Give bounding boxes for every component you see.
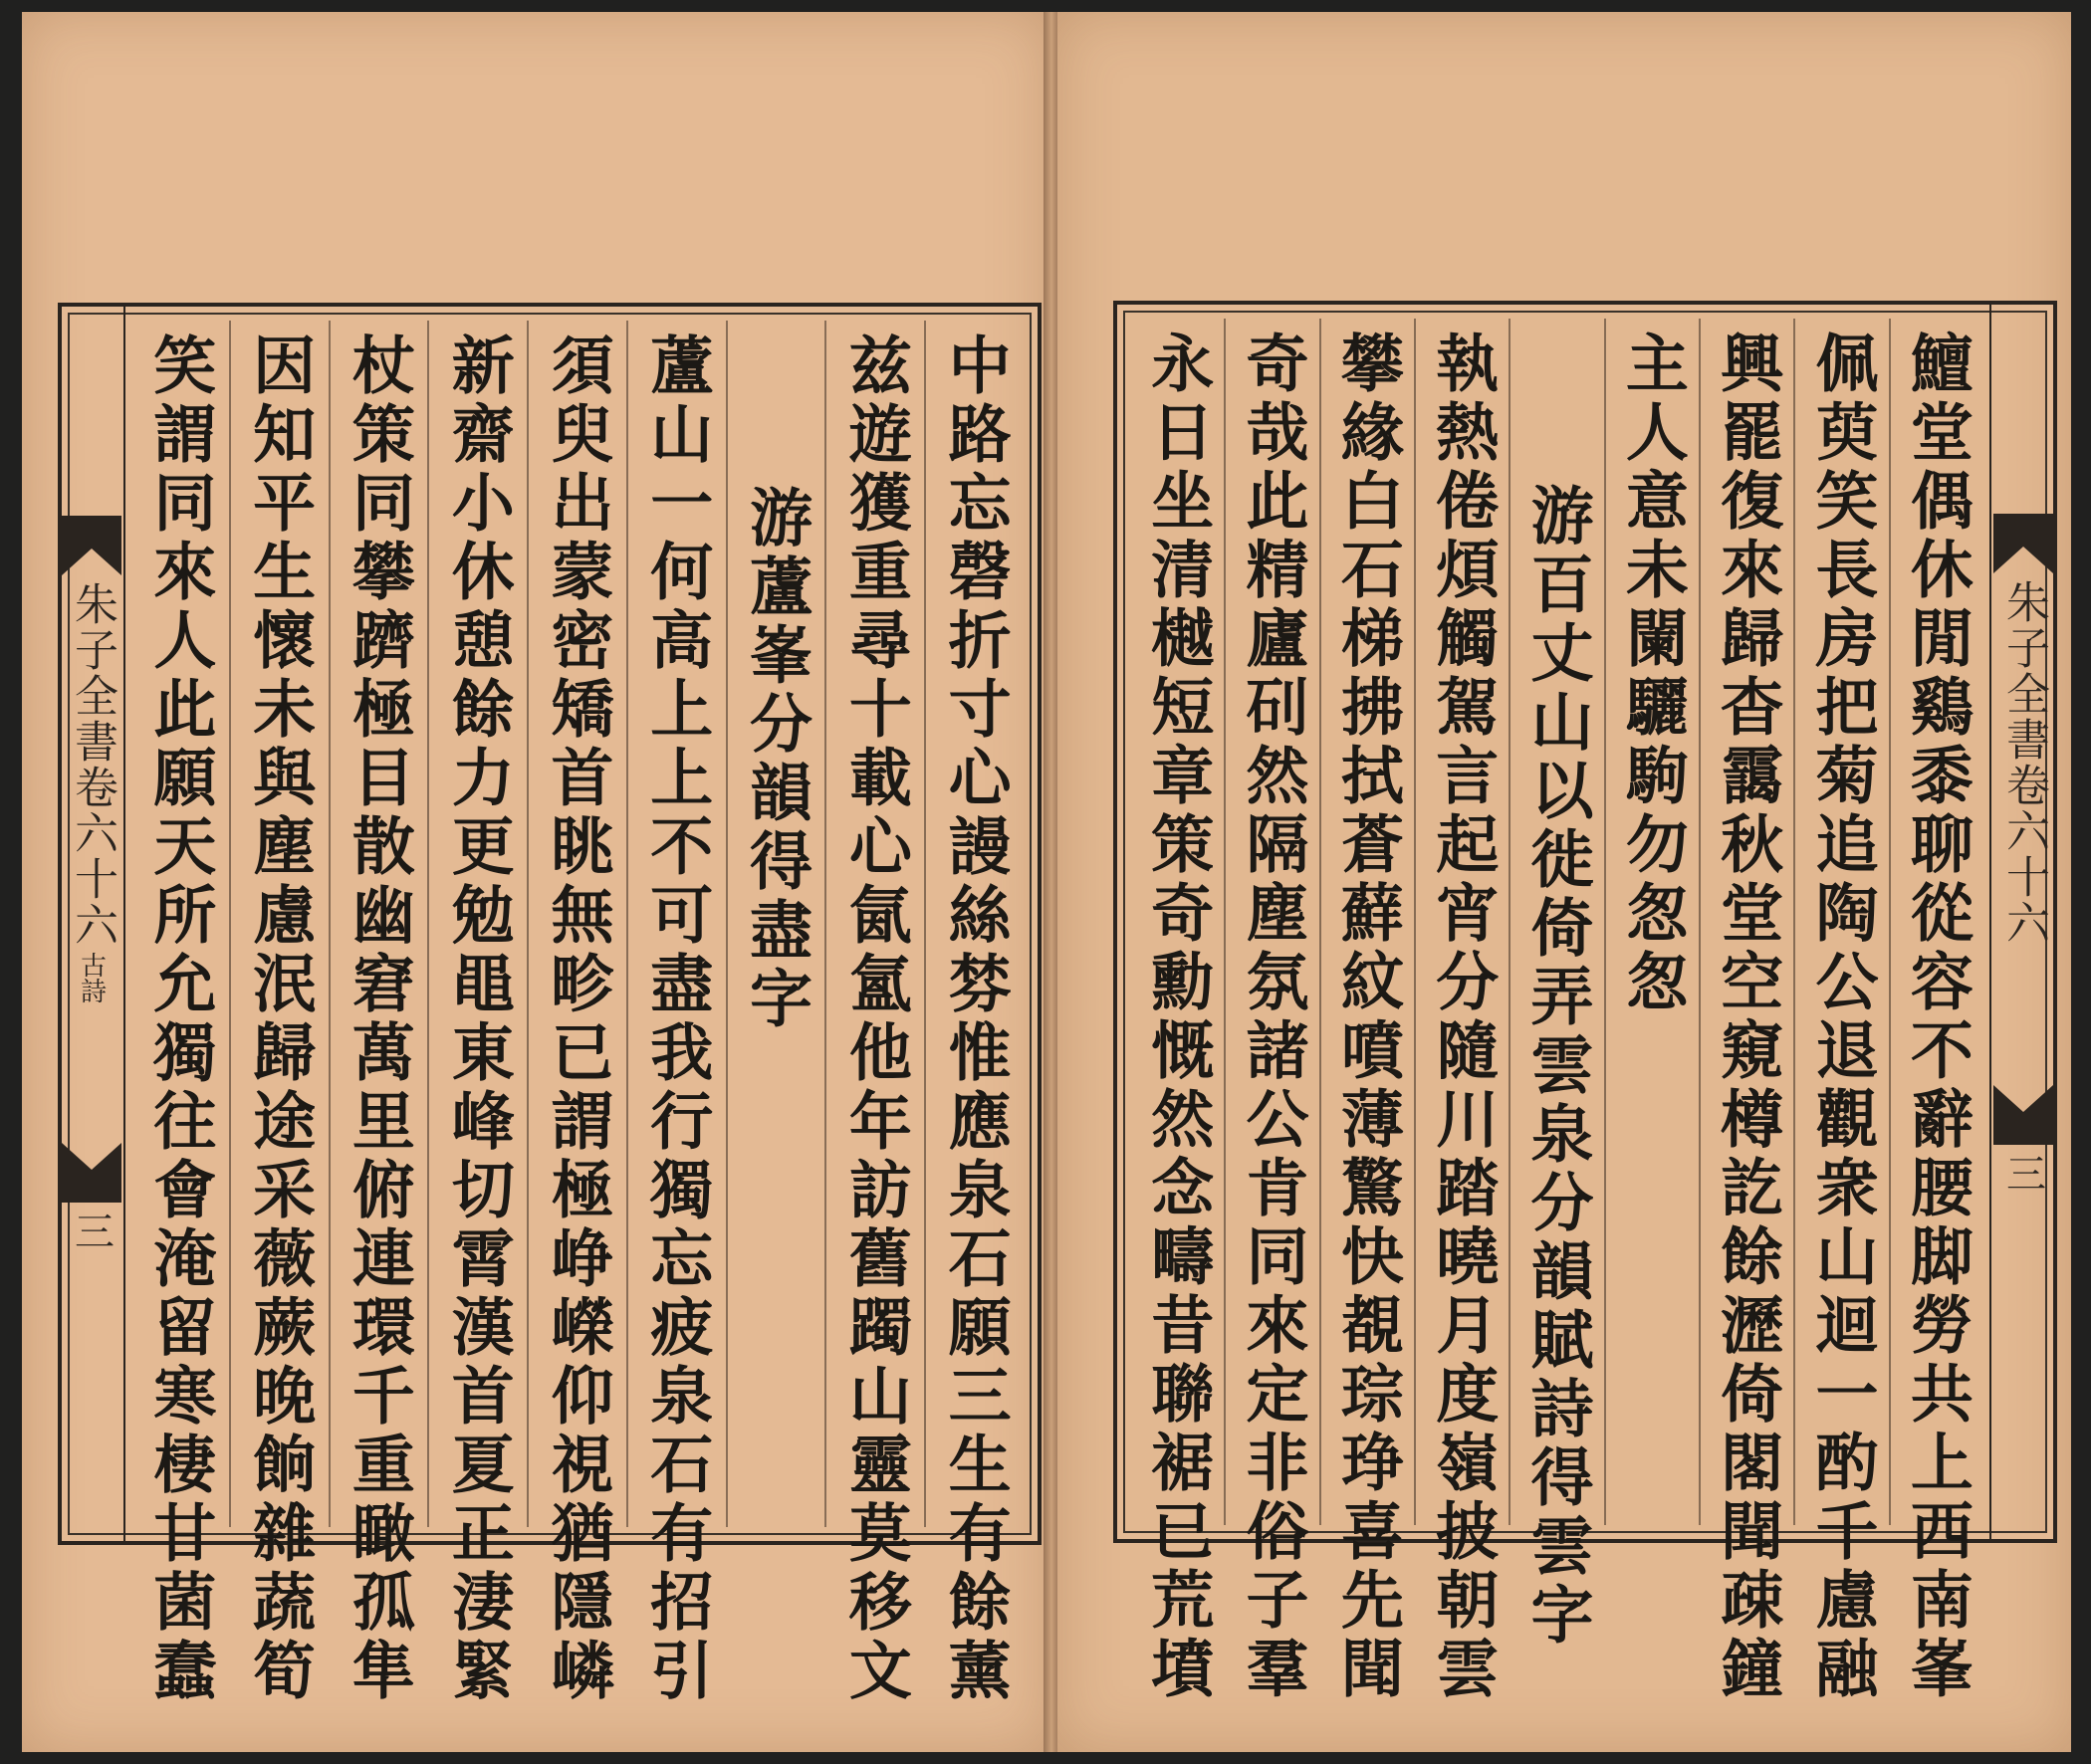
right-column-2: [1793, 319, 1888, 1704]
left-column-4: [626, 321, 726, 1706]
left-spine-strip: [60, 307, 125, 1541]
verse-column: 興罷復來歸杳靄秋堂空窺樽訖餘瀝倚閣聞疎鐘: [1711, 331, 1785, 1704]
verse-column: 鱣堂偶休閒鷄黍聊從容不辭腰脚勞共上西南峯: [1900, 331, 1975, 1704]
right-spine-strip: [1989, 305, 2055, 1539]
fishtail-mark-icon: [1993, 514, 2053, 573]
verse-column: 主人意未闌驪駒勿怱怱: [1615, 331, 1690, 1017]
verse-column: 笑謂同來人此願天所允獨往會淹留寒棲甘菌蠢: [143, 332, 218, 1706]
spine-page-number: 三: [1999, 1153, 2046, 1193]
verse-column: 蘆山一何高上上不可盡我行獨忘疲泉石有招引: [640, 332, 715, 1706]
right-text-frame: [1113, 301, 2057, 1704]
right-column-5: [1509, 319, 1603, 1651]
right-column-9: [1131, 319, 1224, 1704]
left-page: [22, 12, 1047, 1752]
left-column-3: [726, 321, 825, 1527]
verse-column: 因知平生懷未與塵慮泯歸途采薇蕨晚餉雜蔬筍: [243, 332, 318, 1706]
left-column-9: [131, 321, 229, 1706]
verse-column: 兹遊獲重尋十載心氤氳他年訪舊躅山靈莫移文: [838, 332, 913, 1706]
left-text-frame: [58, 303, 1042, 1706]
spine-section: 古詩: [76, 952, 107, 1003]
verse-column: 須臾出蒙密矯首眺無畛已謂極峥嶸仰視猶隱嶙: [541, 332, 615, 1706]
spine-book-title: 朱子全書卷六十六: [1998, 579, 2049, 946]
poem-title: 游百丈山以徙倚弄雲泉分韻賦詩得雲字: [1520, 483, 1595, 1651]
right-column-8: [1224, 319, 1318, 1704]
spine-page-number: 三: [68, 1211, 115, 1250]
right-page: [1057, 12, 2071, 1752]
verse-column: 佩萸笑長房把菊追陶公退觀衆山迴一酌千慮融: [1805, 331, 1880, 1704]
left-columns: [131, 321, 1024, 1706]
spine-book-title: 朱子全書卷六十六: [67, 581, 117, 948]
right-column-4: [1604, 319, 1699, 1525]
poem-title: 游蘆峯分韻得盡字: [740, 485, 814, 1034]
verse-column: 中路忘磬折寸心謾絲棼惟應泉石願三生有餘薰: [938, 332, 1013, 1706]
verse-column: 奇哉此精廬矵然隔塵氛諸公肯同來定非俗子羣: [1236, 331, 1310, 1704]
verse-column: 永日坐清樾短章策奇勳慨然念疇昔聯裾已荒墳: [1141, 331, 1216, 1704]
fishtail-mark-icon: [1993, 1085, 2053, 1145]
right-column-1: [1889, 319, 1983, 1704]
right-column-7: [1319, 319, 1414, 1704]
verse-column: 新齋小休憩餘力更勉黽東峰切霄漢首夏正淒緊: [441, 332, 516, 1706]
right-column-3: [1699, 319, 1793, 1704]
left-column-7: [329, 321, 428, 1706]
verse-column: 攀緣白石梯拂拭蒼蘚紋噴薄驚快覩琮琤喜先聞: [1330, 331, 1405, 1704]
left-column-8: [229, 321, 329, 1706]
left-column-6: [427, 321, 527, 1706]
fishtail-mark-icon: [62, 516, 121, 575]
verse-column: 執熱倦煩觸駕言起宵分隨川踏曉月度嶺披朝雲: [1426, 331, 1501, 1704]
right-column-6: [1414, 319, 1509, 1704]
left-column-2: [824, 321, 924, 1706]
fishtail-mark-icon: [62, 1143, 121, 1203]
left-column-1: [924, 321, 1024, 1706]
verse-column: 杖策同攀躋極目散幽窘萬里俯連環千重瞰孤隼: [342, 332, 416, 1706]
right-columns: [1131, 319, 1983, 1704]
left-column-5: [527, 321, 626, 1706]
